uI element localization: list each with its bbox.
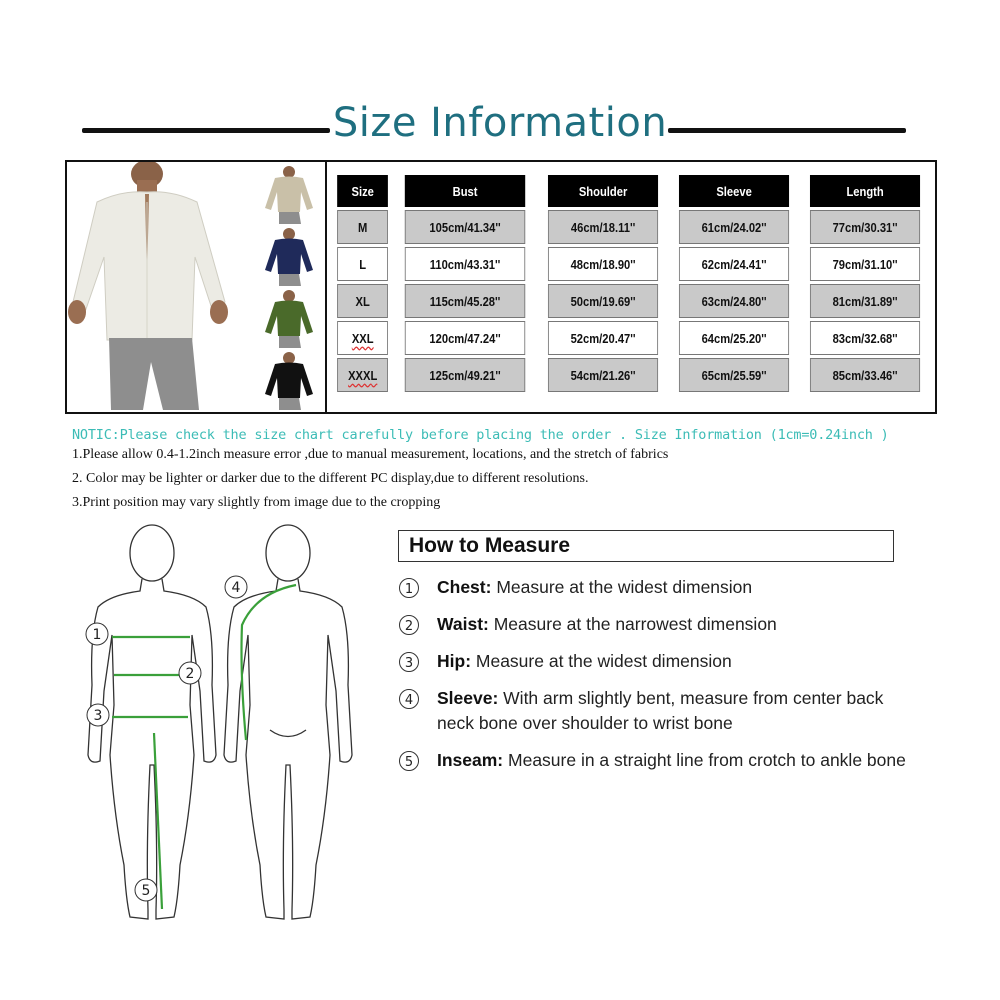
- cell-size: XXXL: [337, 358, 388, 392]
- svg-text:5: 5: [404, 755, 414, 770]
- size-table: [330, 172, 932, 395]
- color-variant-figure: [265, 166, 313, 224]
- sleeve-desc: With arm slightly bent, measure from center back neck bone over shoulder to wrist bone: [437, 688, 884, 733]
- cell-shoulder: 46cm/18.11'': [547, 210, 657, 244]
- svg-text:3: 3: [404, 656, 414, 671]
- header-size: Size: [337, 175, 388, 207]
- model-main: [68, 162, 228, 410]
- size-table-header: [333, 175, 929, 207]
- marker-waist: [179, 662, 201, 684]
- cell-size: XL: [337, 284, 388, 318]
- hip-desc: Measure at the widest dimension: [471, 651, 732, 671]
- inseam-line: [154, 733, 162, 909]
- sleeve-label: Sleeve:: [437, 688, 499, 708]
- header-bust: Bust: [405, 175, 525, 207]
- cell-shoulder: 52cm/20.47'': [547, 321, 657, 355]
- cell-bust: 125cm/49.21'': [405, 358, 525, 392]
- cell-sleeve: 62cm/24.41'': [679, 247, 789, 281]
- color-variant-figure: [265, 228, 313, 286]
- cell-length: 83cm/32.68'': [810, 321, 920, 355]
- inseam-desc: Measure in a straight line from crotch to ankle bone: [503, 750, 906, 770]
- table-row: [333, 210, 929, 244]
- svg-text:4: 4: [231, 580, 241, 596]
- table-row: [333, 321, 929, 355]
- number-one-icon: [398, 577, 420, 599]
- chest-desc: Measure at the widest dimension: [491, 577, 753, 597]
- cell-sleeve: 61cm/24.02'': [679, 210, 789, 244]
- cell-length: 77cm/30.31'': [810, 210, 920, 244]
- cell-shoulder: 50cm/19.69'': [547, 284, 657, 318]
- cell-length: 79cm/31.10'': [810, 247, 920, 281]
- number-five-icon: [398, 750, 420, 772]
- svg-text:2: 2: [185, 666, 195, 682]
- page-title: Size Information: [332, 100, 668, 146]
- color-variant-figure: [265, 352, 313, 410]
- waist-desc: Measure at the narrowest dimension: [488, 614, 777, 634]
- cell-size: L: [337, 247, 388, 281]
- header-length: Length: [810, 175, 920, 207]
- table-row: [333, 247, 929, 281]
- title-rule-left: [82, 128, 330, 133]
- svg-text:2: 2: [404, 619, 414, 634]
- cell-size: M: [337, 210, 388, 244]
- cell-sleeve: 63cm/24.80'': [679, 284, 789, 318]
- body-measurement-diagram: [60, 515, 380, 935]
- number-four-icon: [398, 688, 420, 710]
- cell-sleeve: 64cm/25.20'': [679, 321, 789, 355]
- how-to-measure-header: [398, 530, 894, 562]
- header-sleeve: Sleeve: [679, 175, 789, 207]
- color-variants: [265, 166, 313, 410]
- cell-shoulder: 54cm/21.26'': [547, 358, 657, 392]
- back-head-outline: [266, 525, 310, 581]
- back-seat-line: [270, 730, 306, 737]
- marker-inseam: [135, 879, 157, 901]
- note-3: 3.Print position may vary slightly from image due to the cropping: [72, 495, 441, 510]
- cell-bust: 115cm/45.28'': [405, 284, 525, 318]
- marker-chest: [86, 623, 108, 645]
- number-two-icon: [398, 614, 420, 636]
- how-to-measure-title: How to Measure: [409, 534, 571, 557]
- cell-bust: 105cm/41.34'': [405, 210, 525, 244]
- cell-bust: 110cm/43.31'': [405, 247, 525, 281]
- cell-size: XXL: [337, 321, 388, 355]
- number-three-icon: [398, 651, 420, 673]
- hip-label: Hip:: [437, 651, 472, 671]
- notice-text: NOTIC:Please check the size chart carefully before placing the order . Size Information (1cm=0.24inch ): [72, 427, 889, 443]
- table-row: [333, 284, 929, 318]
- shirt-model-image: [67, 162, 325, 412]
- waist-label: Waist:: [437, 614, 489, 634]
- marker-hip: [87, 704, 109, 726]
- title-rule-right: [668, 128, 906, 133]
- note-1: 1.Please allow 0.4-1.2inch measure error ,due to manual measurement, locations, and the stretch of fabrics: [72, 447, 669, 462]
- svg-text:1: 1: [92, 627, 102, 643]
- svg-text:3: 3: [93, 708, 103, 724]
- svg-text:5: 5: [141, 883, 151, 899]
- cell-length: 81cm/31.89'': [810, 284, 920, 318]
- cell-sleeve: 65cm/25.59'': [679, 358, 789, 392]
- back-body-outline: [224, 579, 352, 919]
- note-2: 2. Color may be lighter or darker due to the different PC display,due to different resolutions.: [72, 471, 589, 486]
- svg-text:1: 1: [404, 582, 414, 597]
- product-photos: [67, 162, 327, 412]
- front-head-outline: [130, 525, 174, 581]
- cell-shoulder: 48cm/18.90'': [547, 247, 657, 281]
- table-row: [333, 358, 929, 392]
- inseam-label: Inseam:: [437, 750, 504, 770]
- svg-text:4: 4: [404, 693, 414, 708]
- marker-sleeve: [225, 576, 247, 598]
- color-variant-figure: [265, 290, 313, 348]
- cell-bust: 120cm/47.24'': [405, 321, 525, 355]
- cell-length: 85cm/33.46'': [810, 358, 920, 392]
- chest-label: Chest:: [437, 577, 492, 597]
- header-shoulder: Shoulder: [547, 175, 657, 207]
